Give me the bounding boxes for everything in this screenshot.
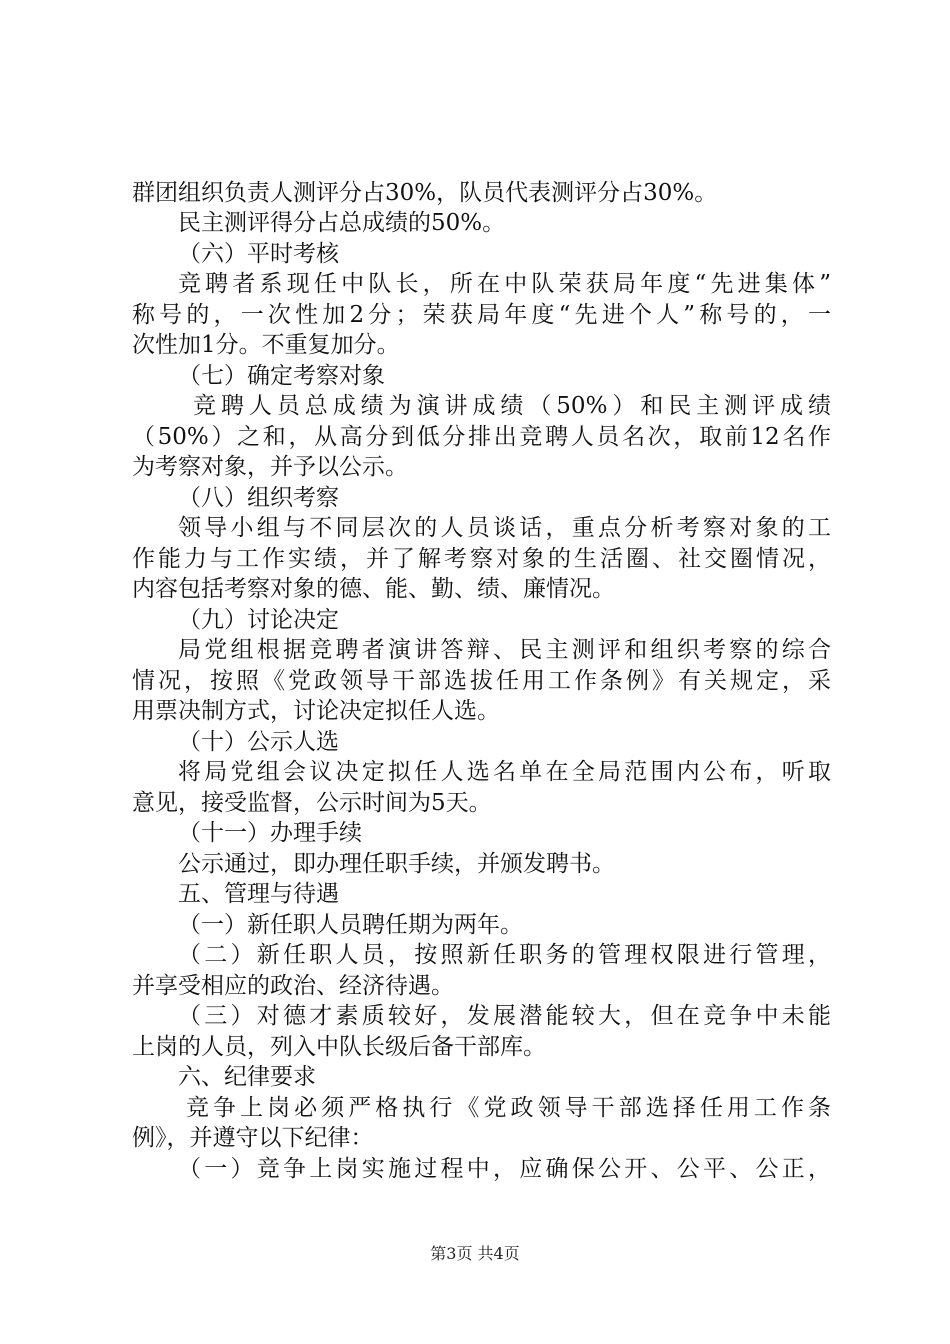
section-heading: （九）讨论决定 xyxy=(178,607,339,633)
text-line: 作能力与工作实绩，并了解考察对象的生活圈、社交圈情况， xyxy=(132,546,831,572)
text-line: （50%）之和，从高分到低分排出竞聘人员名次，取前12名作 xyxy=(132,424,831,450)
text-line: 称号的，一次性加2分；荣获局年度“先进个人”称号的，一 xyxy=(132,302,831,328)
text-line: 意见，接受监督，公示时间为5天。 xyxy=(132,790,492,816)
text-line: 局党组根据竞聘者演讲答辩、民主测评和组织考察的综合 xyxy=(178,637,831,663)
text-line: 竞聘人员总成绩为演讲成绩（50%）和民主测评成绩 xyxy=(193,393,831,419)
text-line: 将局党组会议决定拟任人选名单在全局范围内公布，听取 xyxy=(178,759,831,785)
text-line: 例》，并遵守以下纪律： xyxy=(132,1125,374,1151)
text-line: 竞争上岗必须严格执行《党政领导干部选择任用工作条 xyxy=(186,1095,831,1121)
page-footer: 第3页 共4页 xyxy=(430,1244,520,1263)
text-line: 竞聘者系现任中队长，所在中队荣获局年度“先进集体” xyxy=(178,271,831,297)
text-line: 内容包括考察对象的德、能、勤、绩、廉情况。 xyxy=(132,576,615,602)
text-line: 领导小组与不同层次的人员谈话，重点分析考察对象的工 xyxy=(178,515,831,541)
text-line: 群团组织负责人测评分占30%，队员代表测评分占30%。 xyxy=(132,180,718,206)
text-line: 民主测评得分占总成绩的50%。 xyxy=(178,210,506,236)
text-line: （二）新任职人员，按照新任职务的管理权限进行管理， xyxy=(178,942,831,968)
section-heading: （十）公示人选 xyxy=(178,729,339,755)
text-line: 次性加1分。不重复加分。 xyxy=(132,332,400,358)
text-line: 公示通过，即办理任职手续，并颁发聘书。 xyxy=(178,851,615,877)
text-line: 上岗的人员，列入中队长级后备干部库。 xyxy=(132,1034,546,1060)
text-line: （一）竞争上岗实施过程中，应确保公开、公平、公正， xyxy=(178,1156,831,1182)
text-line: （一）新任职人员聘任期为两年。 xyxy=(178,912,523,938)
section-heading: （八）组织考察 xyxy=(178,485,339,511)
text-line: （三）对德才素质较好，发展潜能较大，但在竞争中未能 xyxy=(178,1003,831,1029)
section-heading: 六、纪律要求 xyxy=(178,1064,316,1090)
section-heading: （十一）办理手续 xyxy=(178,820,362,846)
text-line: 并享受相应的政治、经济待遇。 xyxy=(132,973,454,999)
text-line: 为考察对象，并予以公示。 xyxy=(132,454,408,480)
section-heading: 五、管理与待遇 xyxy=(178,881,339,907)
section-heading: （七）确定考察对象 xyxy=(178,363,385,389)
text-line: 情况，按照《党政领导干部选拔任用工作条例》有关规定，采 xyxy=(132,668,831,694)
text-line: 用票决制方式，讨论决定拟任人选。 xyxy=(132,698,500,724)
section-heading: （六）平时考核 xyxy=(178,241,339,267)
